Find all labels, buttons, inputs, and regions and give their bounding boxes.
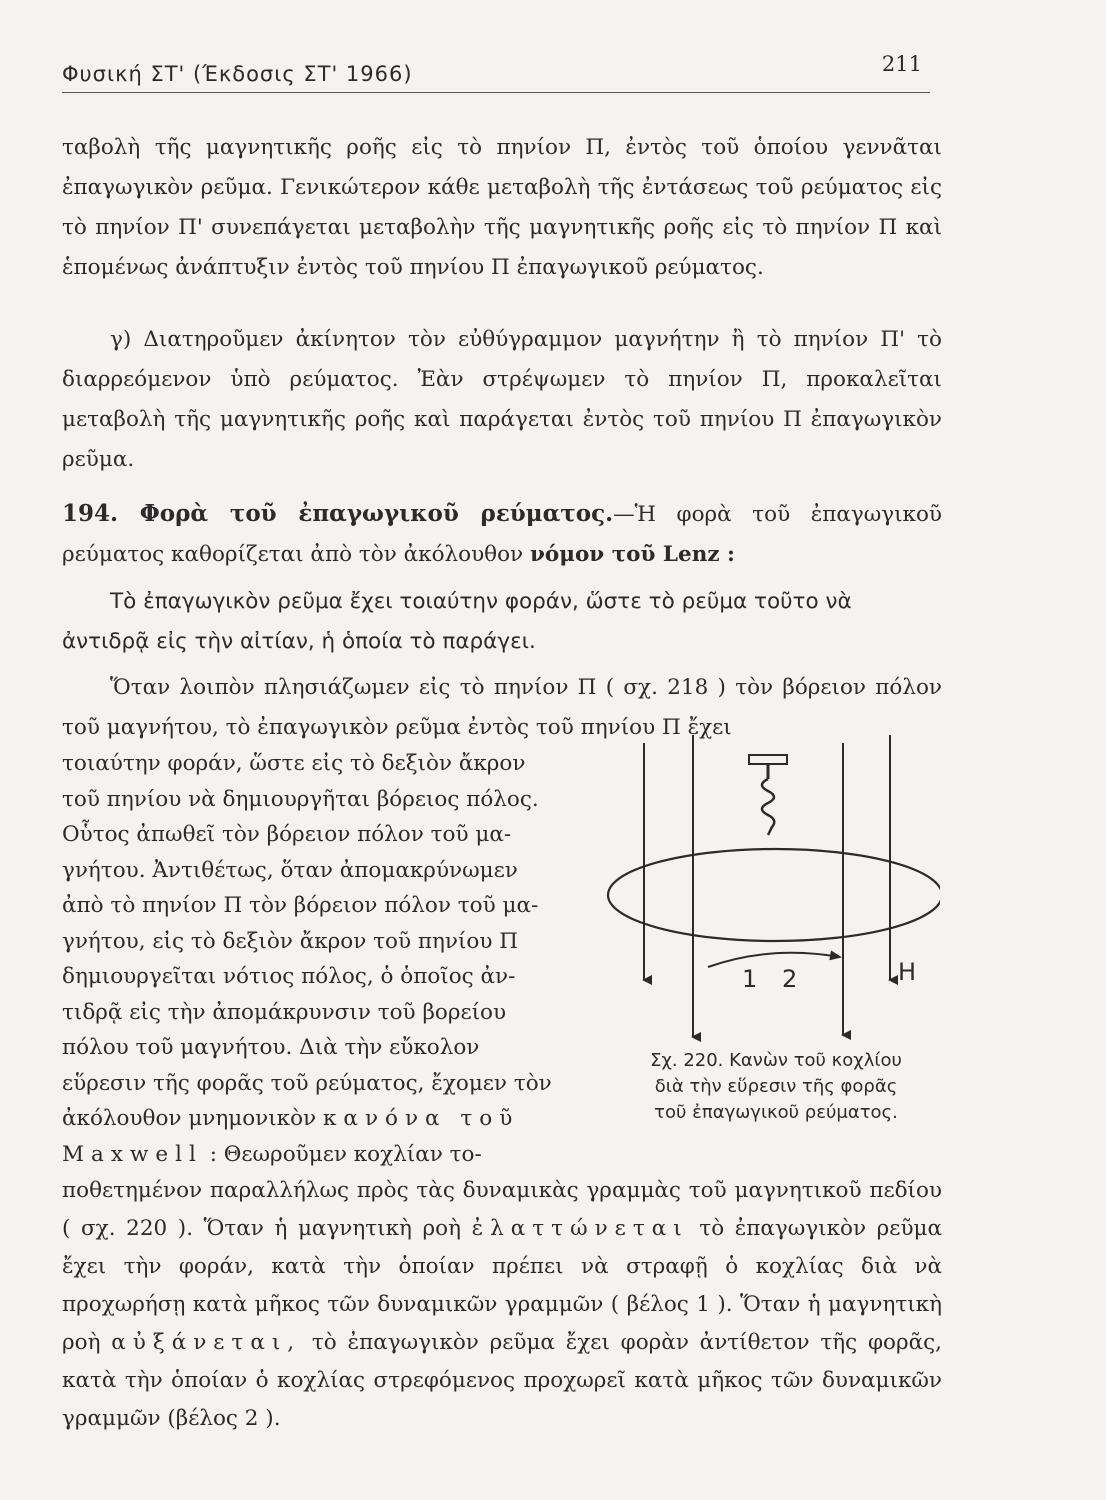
explanation-tail bbox=[62, 1172, 942, 1438]
figure-caption bbox=[598, 1048, 954, 1126]
caption-line: τοῦ ἐπαγωγικοῦ ρεύματος. bbox=[654, 1102, 898, 1123]
section-194 bbox=[62, 494, 942, 575]
corkscrew-handle-icon bbox=[749, 755, 787, 764]
arrow-label-2: 2 bbox=[782, 965, 798, 993]
wrapped-line: γνήτου. Ἀντιθέτως, ὅταν ἀπομακρύνωμεν bbox=[62, 857, 518, 883]
arrow-label-1: 1 bbox=[742, 965, 758, 993]
corkscrew-spiral-icon bbox=[762, 779, 774, 835]
wrapped-line bbox=[62, 1101, 592, 1137]
wrapped-line: πόλου τοῦ μαγνήτου. Διὰ τὴν εὔκολον bbox=[62, 1035, 480, 1060]
wrapped-line: τοιαύτην φοράν, ὥστε εἰς τὸ δεξιὸν ἄκρον bbox=[62, 751, 526, 776]
tail-text-1: ποθετημένον παραλλήλως πρὸς τὰς δυναμικὰς γραμμὰς τοῦ μαγνητικοῦ πεδίου ( σχ. 220 ). Ὅταν ἡ μαγνητικὴ ροὴ bbox=[62, 1178, 942, 1241]
maxwell-rest: : Θεωροῦμεν κοχλίαν το- bbox=[209, 1141, 482, 1167]
wrapped-line: τιδρᾷ εἰς τὴν ἀπομάκρυνσιν τοῦ βορείου bbox=[62, 999, 507, 1025]
wrapped-line: Οὗτος ἀπωθεῖ τὸν βόρειον πόλον τοῦ μα- bbox=[62, 822, 512, 847]
wrapped-line: ἀπὸ τὸ πηνίον Π τὸν βόρειον πόλον τοῦ μα- bbox=[62, 893, 539, 918]
wrapped-line: τοῦ πηνίου νὰ δημιουργῆται βόρειος πόλος. bbox=[62, 786, 539, 812]
maxwell-name: Maxwell bbox=[62, 1141, 203, 1167]
page-header bbox=[62, 52, 930, 93]
spaced-word-increases: αὐξάνεται, bbox=[111, 1330, 302, 1355]
tail-text-2: τὸ ἐπαγωγικὸν ρεῦμα ἔχει τὴν φοράν, κατὰ τὴν ὁποίαν πρέπει νὰ στραφῇ ὁ κοχλίας διὰ νὰ προχωρήσῃ κατὰ μῆκος τῶν δυναμικῶν γραμμῶν ( βέλος 1 ). Ὅταν ἡ μαγνητικὴ ροὴ bbox=[62, 1216, 943, 1355]
corkscrew-rule-figure bbox=[600, 735, 940, 1050]
paragraph-case-c: γ) Διατηροῦμεν ἀκίνητον τὸν εὐθύγραμμον μαγνήτην ἢ τὸ πηνίον Π' τὸ διαρρεόμενον ὑπὸ ρεύματος. Ἐὰν στρέψωμεν τὸ πηνίον Π, προκαλεῖται μεταβολὴ τῆς μαγνητικῆς ροῆς καὶ παράγεται ἐντὸς τοῦ πηνίου Π ἐπαγωγικὸν ρεῦμα. bbox=[62, 327, 942, 472]
caption-line: Σχ. 220. Κανὼν τοῦ κοχλίου bbox=[650, 1050, 902, 1071]
spaced-word-decreases: ἐλαττώνεται bbox=[471, 1216, 689, 1241]
wrapped-line bbox=[62, 1137, 592, 1173]
explanation-top: Ὅταν λοιπὸν πλησιάζωμεν εἰς τὸ πηνίον Π ( σχ. 218 ) τὸν βόρειον πόλον τοῦ μαγνήτου, τὸ ἐπαγωγικὸν ρεῦμα ἐντὸς τοῦ πηνίου Π ἔχει bbox=[62, 675, 942, 740]
field-label-H: H bbox=[898, 958, 917, 986]
law-name: νόμον τοῦ Lenz : bbox=[529, 542, 735, 567]
rotation-arrow bbox=[708, 953, 840, 967]
paragraph-continuation: ταβολὴ τῆς μαγνητικῆς ροῆς εἰς τὸ πηνίον Π, ἐντὸς τοῦ ὁποίου γεννᾶται ἐπαγωγικὸν ρεῦμα. Γενικώτερον κάθε μεταβολὴ τῆς ἐντάσεως τοῦ ρεύματος εἰς τὸ πηνίον Π' συνεπάγεται μεταβολὴν τῆς μαγνητικῆς ροῆς εἰς τὸ πηνίον Π καὶ ἑπομένως ἀνάπτυξιν ἐντὸς τοῦ πηνίου Π ἐπαγωγικοῦ ρεύματος. bbox=[62, 135, 942, 280]
section-heading: 194. Φορὰ τοῦ ἐπαγωγικοῦ ρεύματος. bbox=[62, 500, 614, 527]
page-number: 211 bbox=[881, 52, 922, 76]
caption-line: διὰ τὴν εὕρεσιν τῆς φορᾶς bbox=[654, 1076, 898, 1097]
wrapped-line: γνήτου, εἰς τὸ δεξιὸν ἄκρον τοῦ πηνίου Π bbox=[62, 928, 518, 954]
wrapped-line: δημιουργεῖται νότιος πόλος, ὁ ὁποῖος ἀν- bbox=[62, 964, 516, 989]
lenz-law-statement: Τὸ ἐπαγωγικὸν ρεῦμα ἔχει τοιαύτην φοράν, ὥστε τὸ ρεῦμα τοῦτο νὰ ἀντιδρᾷ εἰς τὴν αἰτίαν, ἡ ὁποία τὸ παράγει. bbox=[62, 589, 852, 654]
wrapped-text-column bbox=[62, 746, 592, 1172]
wrapped-line: εὕρεσιν τῆς φορᾶς τοῦ ρεύματος, ἔχομεν τὸν bbox=[62, 1070, 552, 1096]
tail-text-3: τὸ ἐπαγωγικὸν ρεῦμα ἔχει φορὰν ἀντίθετον τῆς φορᾶς, κατὰ τὴν ὁποίαν ὁ κοχλίας στρεφόμενος προχωρεῖ κατὰ μῆκος τῶν δυναμικῶν γραμμῶν (βέλος 2 ). bbox=[62, 1330, 942, 1431]
rule-word: κανόνα τοῦ bbox=[322, 1106, 520, 1131]
mnemonic-text: ἀκόλουθον μνημονικὸν bbox=[62, 1106, 317, 1131]
running-title: Φυσική ΣΤ' (Έκδοσις ΣΤ' 1966) bbox=[62, 62, 413, 86]
section-intro: —Ἡ φορὰ τοῦ ἐπαγωγικοῦ ρεύματος καθορίζεται ἀπὸ τὸν ἀκόλουθον bbox=[62, 502, 942, 567]
